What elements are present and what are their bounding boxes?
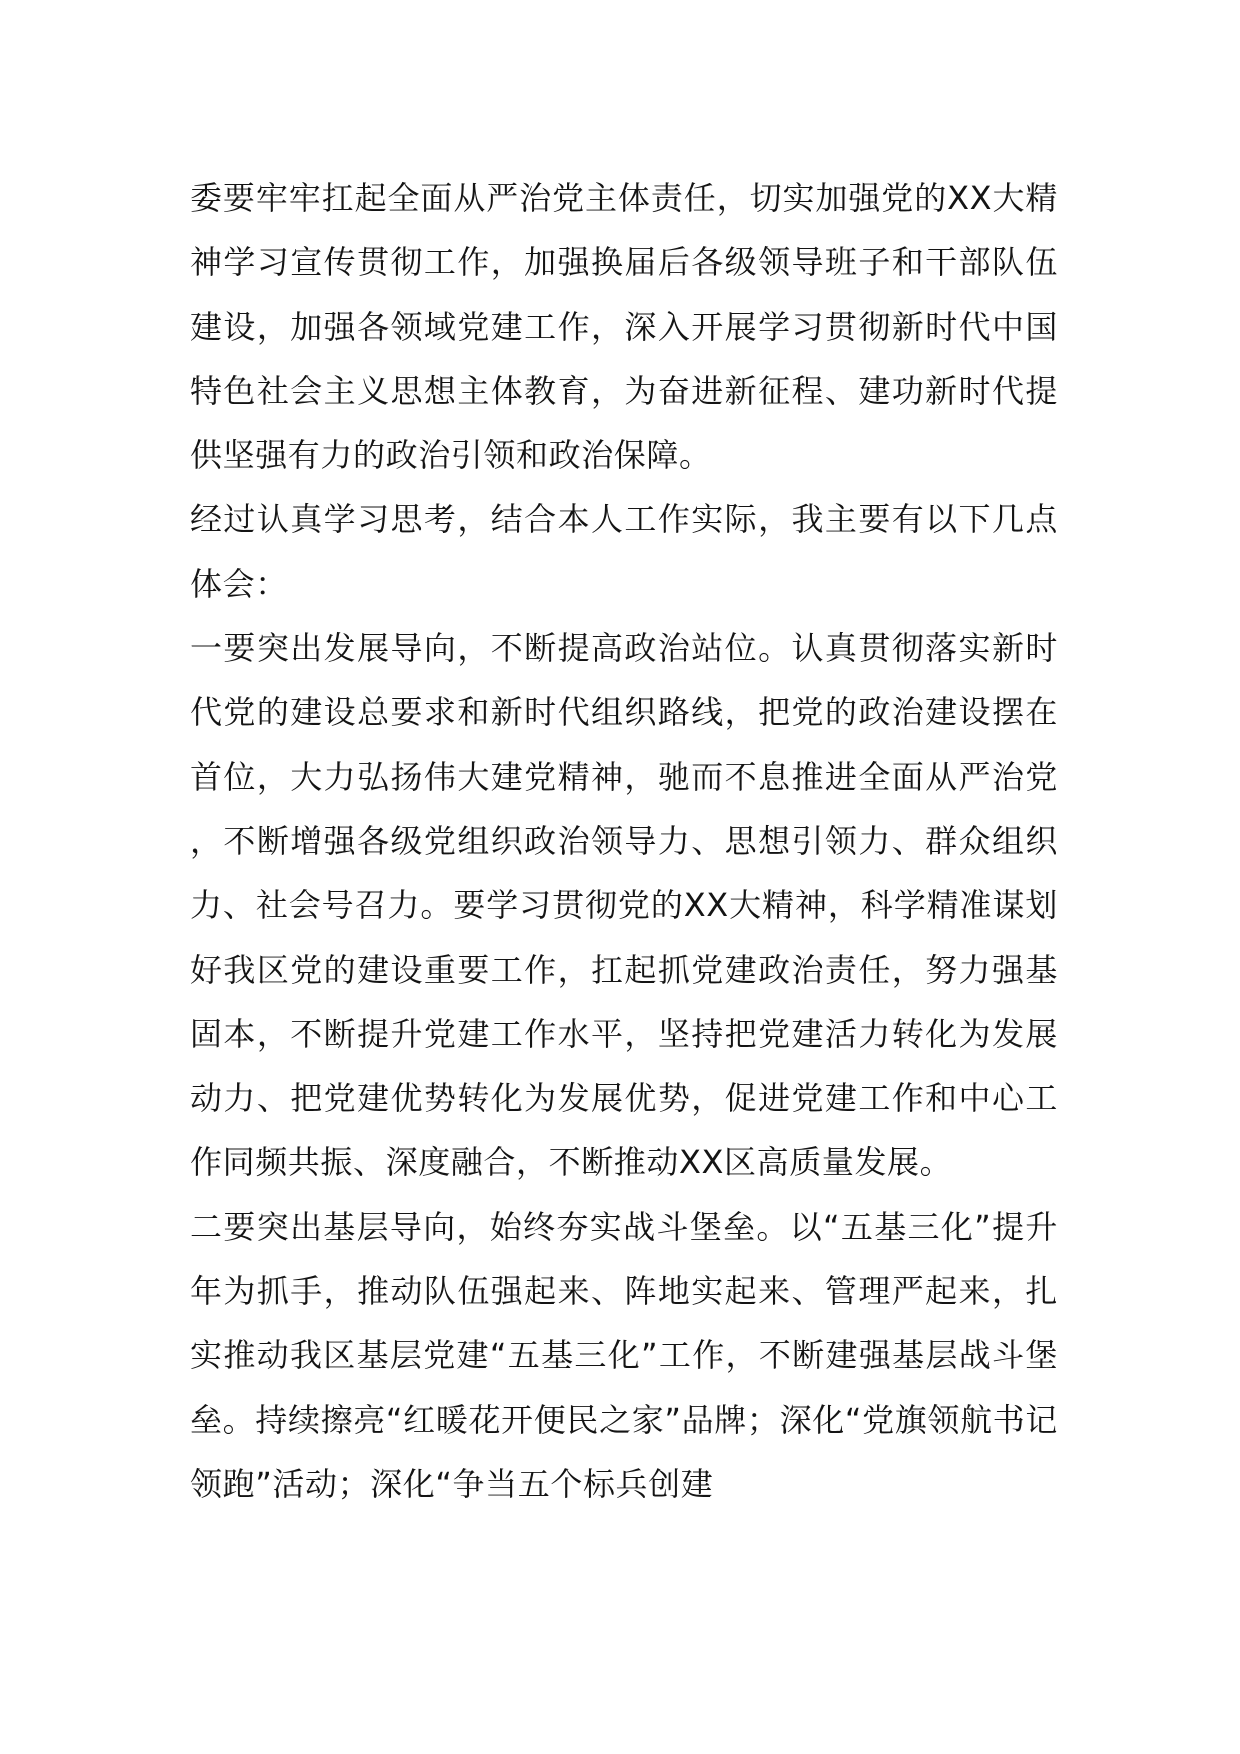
- paragraph-continuation: 委要牢牢扛起全面从严治党主体责任，切实加强党的XX大精神学习宣传贯彻工作，加强换届后各级领导班子和干部队伍建设，加强各领域党建工作，深入开展学习贯彻新时代中国特色社会主义思想主体教育，为奋进新征程、建功新时代提供坚强有力的政治引领和政治保障。: [190, 179, 1058, 475]
- document-body: [190, 166, 1058, 1516]
- paragraph-point-one: 一要突出发展导向，不断提高政治站位。认真贯彻落实新时代党的建设总要求和新时代组织路线，把党的政治建设摆在首位，大力弘扬伟大建党精神，驰而不息推进全面从严治党，不断增强各级党组织政治领导力、思想引领力、群众组织力、社会号召力。要学习贯彻党的XX大精神，科学精准谋划好我区党的建设重要工作，扛起抓党建政治责任，努力强基固本，不断提升党建工作水平，坚持把党建活力转化为发展动力、把党建优势转化为发展优势，促进党建工作和中心工作同频共振、深度融合，不断推动XX区高质量发展。: [190, 629, 1058, 1182]
- paragraph-point-two: 二要突出基层导向，始终夯实战斗堡垒。以“五基三化”提升年为抓手，推动队伍强起来、阵地实起来、管理严起来，扎实推动我区基层党建“五基三化”工作，不断建强基层战斗堡垒。持续擦亮“红暖花开便民之家”品牌；深化“党旗领航书记领跑”活动；深化“争当五个标兵创建: [190, 1207, 1058, 1503]
- paragraph-intro: 经过认真学习思考，结合本人工作实际，我主要有以下几点体会：: [190, 500, 1058, 603]
